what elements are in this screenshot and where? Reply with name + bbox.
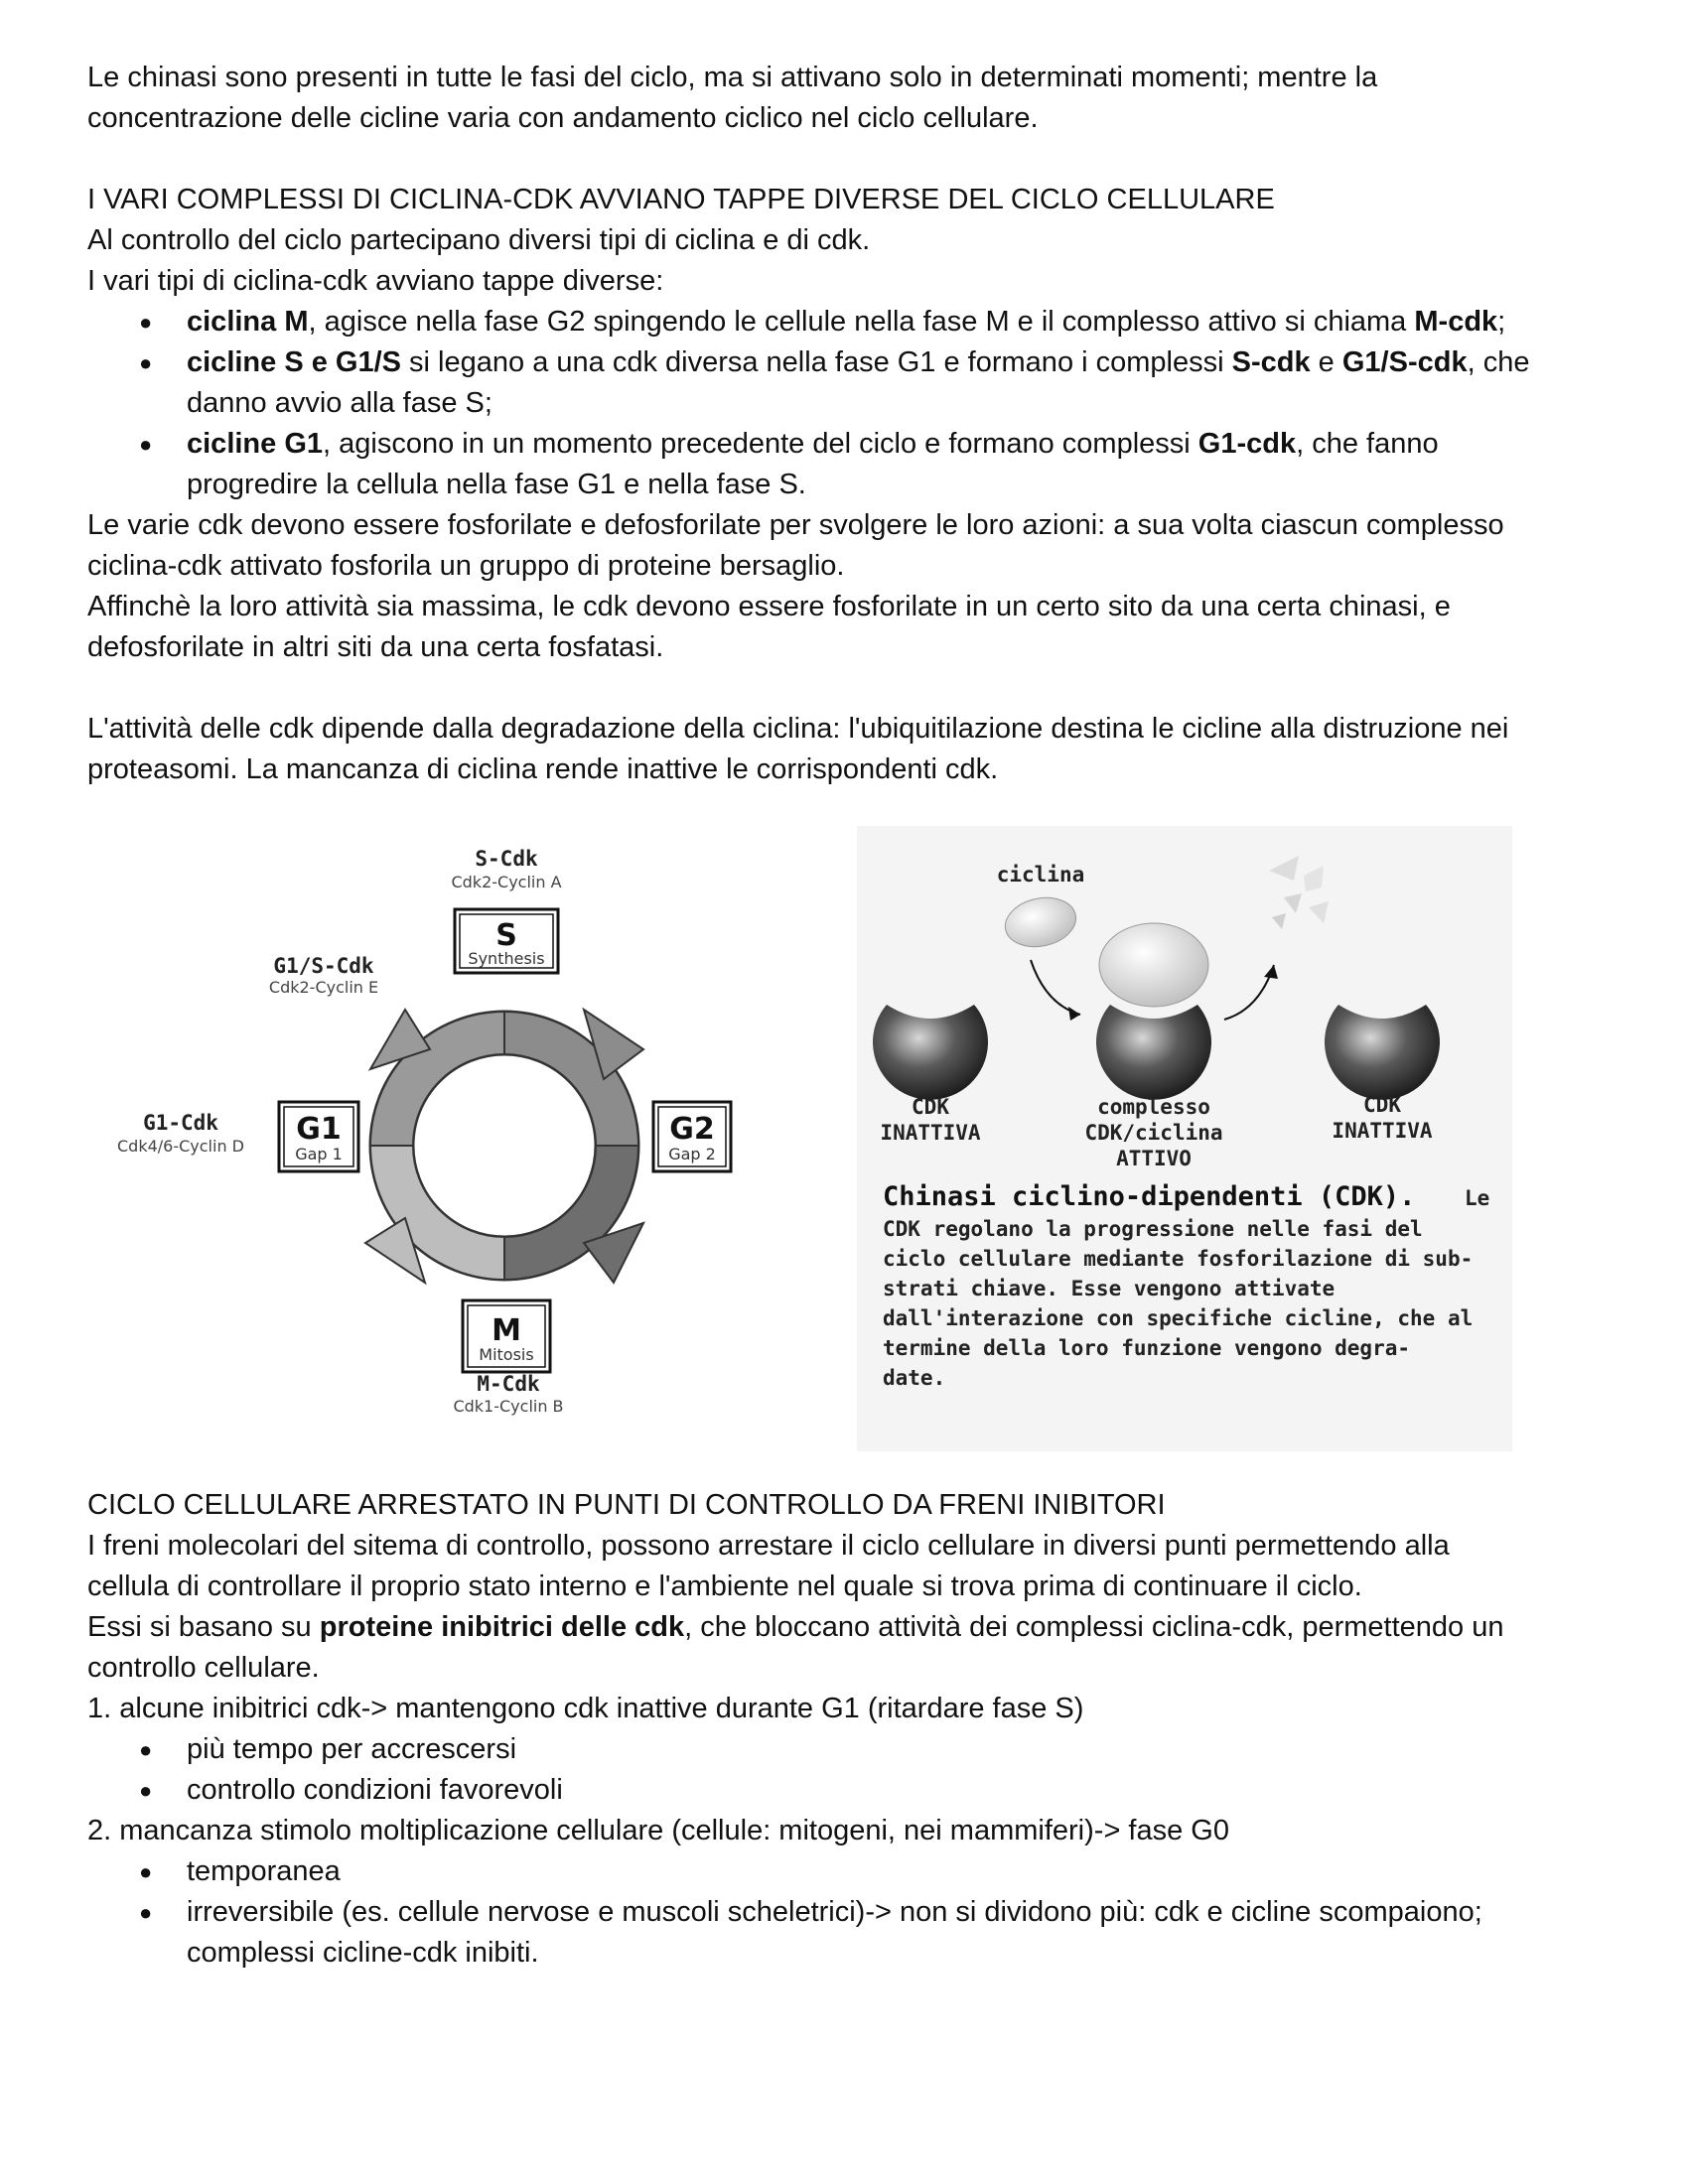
cdk-left-label-1: CDK — [912, 1095, 949, 1119]
complex-label-1: complesso — [1097, 1095, 1210, 1119]
cyclin-shape — [1001, 891, 1080, 953]
svg-text:M: M — [492, 1313, 521, 1348]
section2-line-1: I freni molecolari del sitema di controllo, possono arrestare il ciclo cellulare in diversi punti permettendo alla — [87, 1530, 1450, 1562]
arrow-bind — [1031, 960, 1080, 1015]
g2-phase-box — [653, 1102, 731, 1171]
section2-line-4: controllo cellulare. — [87, 1652, 320, 1684]
arrow-degrade — [1224, 965, 1274, 1020]
m-cdk-label: M-Cdk — [477, 1372, 540, 1396]
cdk-right-label-2: INATTIVA — [1332, 1119, 1433, 1143]
svg-text:S: S — [495, 918, 517, 953]
g1-cdk-label: G1-Cdk — [143, 1111, 218, 1135]
svg-text:Mitosis: Mitosis — [479, 1345, 534, 1364]
para3-line-1: L'attività delle cdk dipende dalla degradazione della ciclina: l'ubiquitilazione destina le cicline alla distruzione nei — [87, 713, 1509, 745]
svg-text:Gap 2: Gap 2 — [668, 1145, 716, 1163]
cell-cycle-diagram — [87, 826, 842, 1471]
cyclin-types-list — [87, 302, 1636, 505]
ciclina-label: ciclina — [996, 863, 1085, 887]
item-2-bullet-1: ● temporanea — [87, 1851, 1636, 1892]
caption-line-4: dall'interazione con specifiche cicline, che al — [883, 1306, 1474, 1330]
para2-line-2: defosforilate in altri siti da una certa fosfatasi. — [87, 631, 664, 663]
section2-heading: CICLO CELLULARE ARRESTATO IN PUNTI DI CONTROLLO DA FRENI INIBITORI — [87, 1489, 1166, 1521]
cdk-right-label-1: CDK — [1363, 1093, 1401, 1117]
item-2-list — [87, 1851, 1636, 1974]
caption-line-6: date. — [883, 1366, 946, 1390]
g1-phase-box — [279, 1102, 358, 1171]
bullet-cicline-g1: ● cicline G1, agiscono in un momento precedente del ciclo e formano complessi G1-cdk, che fanno progredire la cellula nella fase G1 e nella fase S. — [87, 424, 1636, 505]
caption-line-1: CDK regolano la progressione nelle fasi del — [883, 1217, 1423, 1241]
figures-row — [87, 826, 1636, 1471]
complex-label-2: CDK/ciclina — [1084, 1121, 1223, 1145]
s-cdk-label: S-Cdk — [475, 847, 538, 871]
item-1-list — [87, 1729, 1636, 1811]
complex-cyclin-shape — [1099, 923, 1208, 1007]
cdk-inactive-left-shape — [873, 1005, 988, 1100]
section1-line-1: Al controllo del ciclo partecipano diversi tipi di ciclina e di cdk. — [87, 224, 871, 256]
item-1-bullet-1: ● più tempo per accrescersi — [87, 1729, 1636, 1770]
caption-le: Le — [1465, 1186, 1490, 1210]
bullet-cicline-s: ● cicline S e G1/S si legano a una cdk diversa nella fase G1 e formano i complessi S-cdk e G1/S-cdk, che danno avvio alla fase S; — [87, 342, 1636, 424]
caption-line-5: termine della loro funzione vengono degra- — [883, 1336, 1411, 1360]
item-2-bullet-2: ● irreversibile (es. cellule nervose e muscoli scheletrici)-> non si dividono più: cdk e cicline scompaiono; complessi cicline-cdk inibiti. — [87, 1892, 1636, 1974]
bullet-ciclina-m: ● ciclina M, agisce nella fase G2 spingendo le cellule nella fase M e il complesso attivo si chiama M-cdk; — [87, 302, 1636, 342]
section1-line-2: I vari tipi di ciclina-cdk avviano tappe diverse: — [87, 265, 664, 297]
item-1-bullet-2: ● controllo condizioni favorevoli — [87, 1770, 1636, 1811]
para2-line-1: Affinchè la loro attività sia massima, le cdk devono essere fosforilate in un certo sito da una certa chinasi, e — [87, 591, 1451, 622]
svg-text:G1: G1 — [296, 1112, 342, 1147]
g1-cdk-sub: Cdk4/6-Cyclin D — [117, 1137, 244, 1156]
item-2: 2. mancanza stimolo moltiplicazione cellulare (cellule: mitogeni, nei mammiferi)-> fase G0 — [87, 1815, 1229, 1846]
m-cdk-sub: Cdk1-Cyclin B — [453, 1397, 564, 1416]
cdk-left-label-2: INATTIVA — [880, 1121, 981, 1145]
s-cdk-sub: Cdk2-Cyclin A — [451, 873, 562, 891]
cdk-inactive-right-shape — [1325, 1005, 1440, 1100]
intro-line-2: concentrazione delle cicline varia con andamento ciclico nel ciclo cellulare. — [87, 102, 1039, 134]
svg-text:Gap 1: Gap 1 — [295, 1145, 343, 1163]
section1-heading: I VARI COMPLESSI DI CICLINA-CDK AVVIANO TAPPE DIVERSE DEL CICLO CELLULARE — [87, 184, 1275, 215]
para1-line-1: Le varie cdk devono essere fosforilate e defosforilate per svolgere le loro azioni: a sua volta ciascun complesso — [87, 509, 1504, 541]
cdk-complex-shape — [1096, 1005, 1211, 1100]
svg-text:Synthesis: Synthesis — [468, 949, 545, 968]
cycle-ring — [365, 1010, 643, 1283]
caption-line-2: ciclo cellulare mediante fosforilazione di sub- — [883, 1247, 1474, 1271]
document-page — [87, 58, 1636, 1974]
cyclin-fragments — [1269, 856, 1329, 929]
complex-label-3: ATTIVO — [1116, 1147, 1192, 1170]
s-phase-box — [455, 909, 558, 973]
para1-line-2: ciclina-cdk attivato fosforila un gruppo di proteine bersaglio. — [87, 550, 845, 582]
intro-line-1: Le chinasi sono presenti in tutte le fasi del ciclo, ma si attivano solo in determinati momenti; mentre la — [87, 62, 1378, 93]
item-1: 1. alcune inibitrici cdk-> mantengono cdk inattive durante G1 (ritardare fase S) — [87, 1693, 1084, 1724]
section2-line-3: Essi si basano su proteine inibitrici delle cdk, che bloccano attività dei complessi ciclina-cdk, permettendo un — [87, 1611, 1504, 1643]
m-phase-box — [463, 1300, 550, 1372]
caption-title: Chinasi ciclino-dipendenti (CDK). — [883, 1181, 1416, 1212]
section2-line-2: cellula di controllare il proprio stato interno e l'ambiente nel quale si trova prima di continuare il ciclo. — [87, 1570, 1362, 1602]
g1s-cdk-sub: Cdk2-Cyclin E — [268, 978, 379, 997]
caption-line-3: strati chiave. Esse vengono attivate — [883, 1277, 1336, 1300]
g1s-cdk-label: G1/S-Cdk — [273, 954, 374, 978]
cdk-activation-figure — [857, 826, 1512, 1451]
para3-line-2: proteasomi. La mancanza di ciclina rende inattive le corrispondenti cdk. — [87, 753, 999, 785]
svg-text:G2: G2 — [669, 1112, 715, 1147]
